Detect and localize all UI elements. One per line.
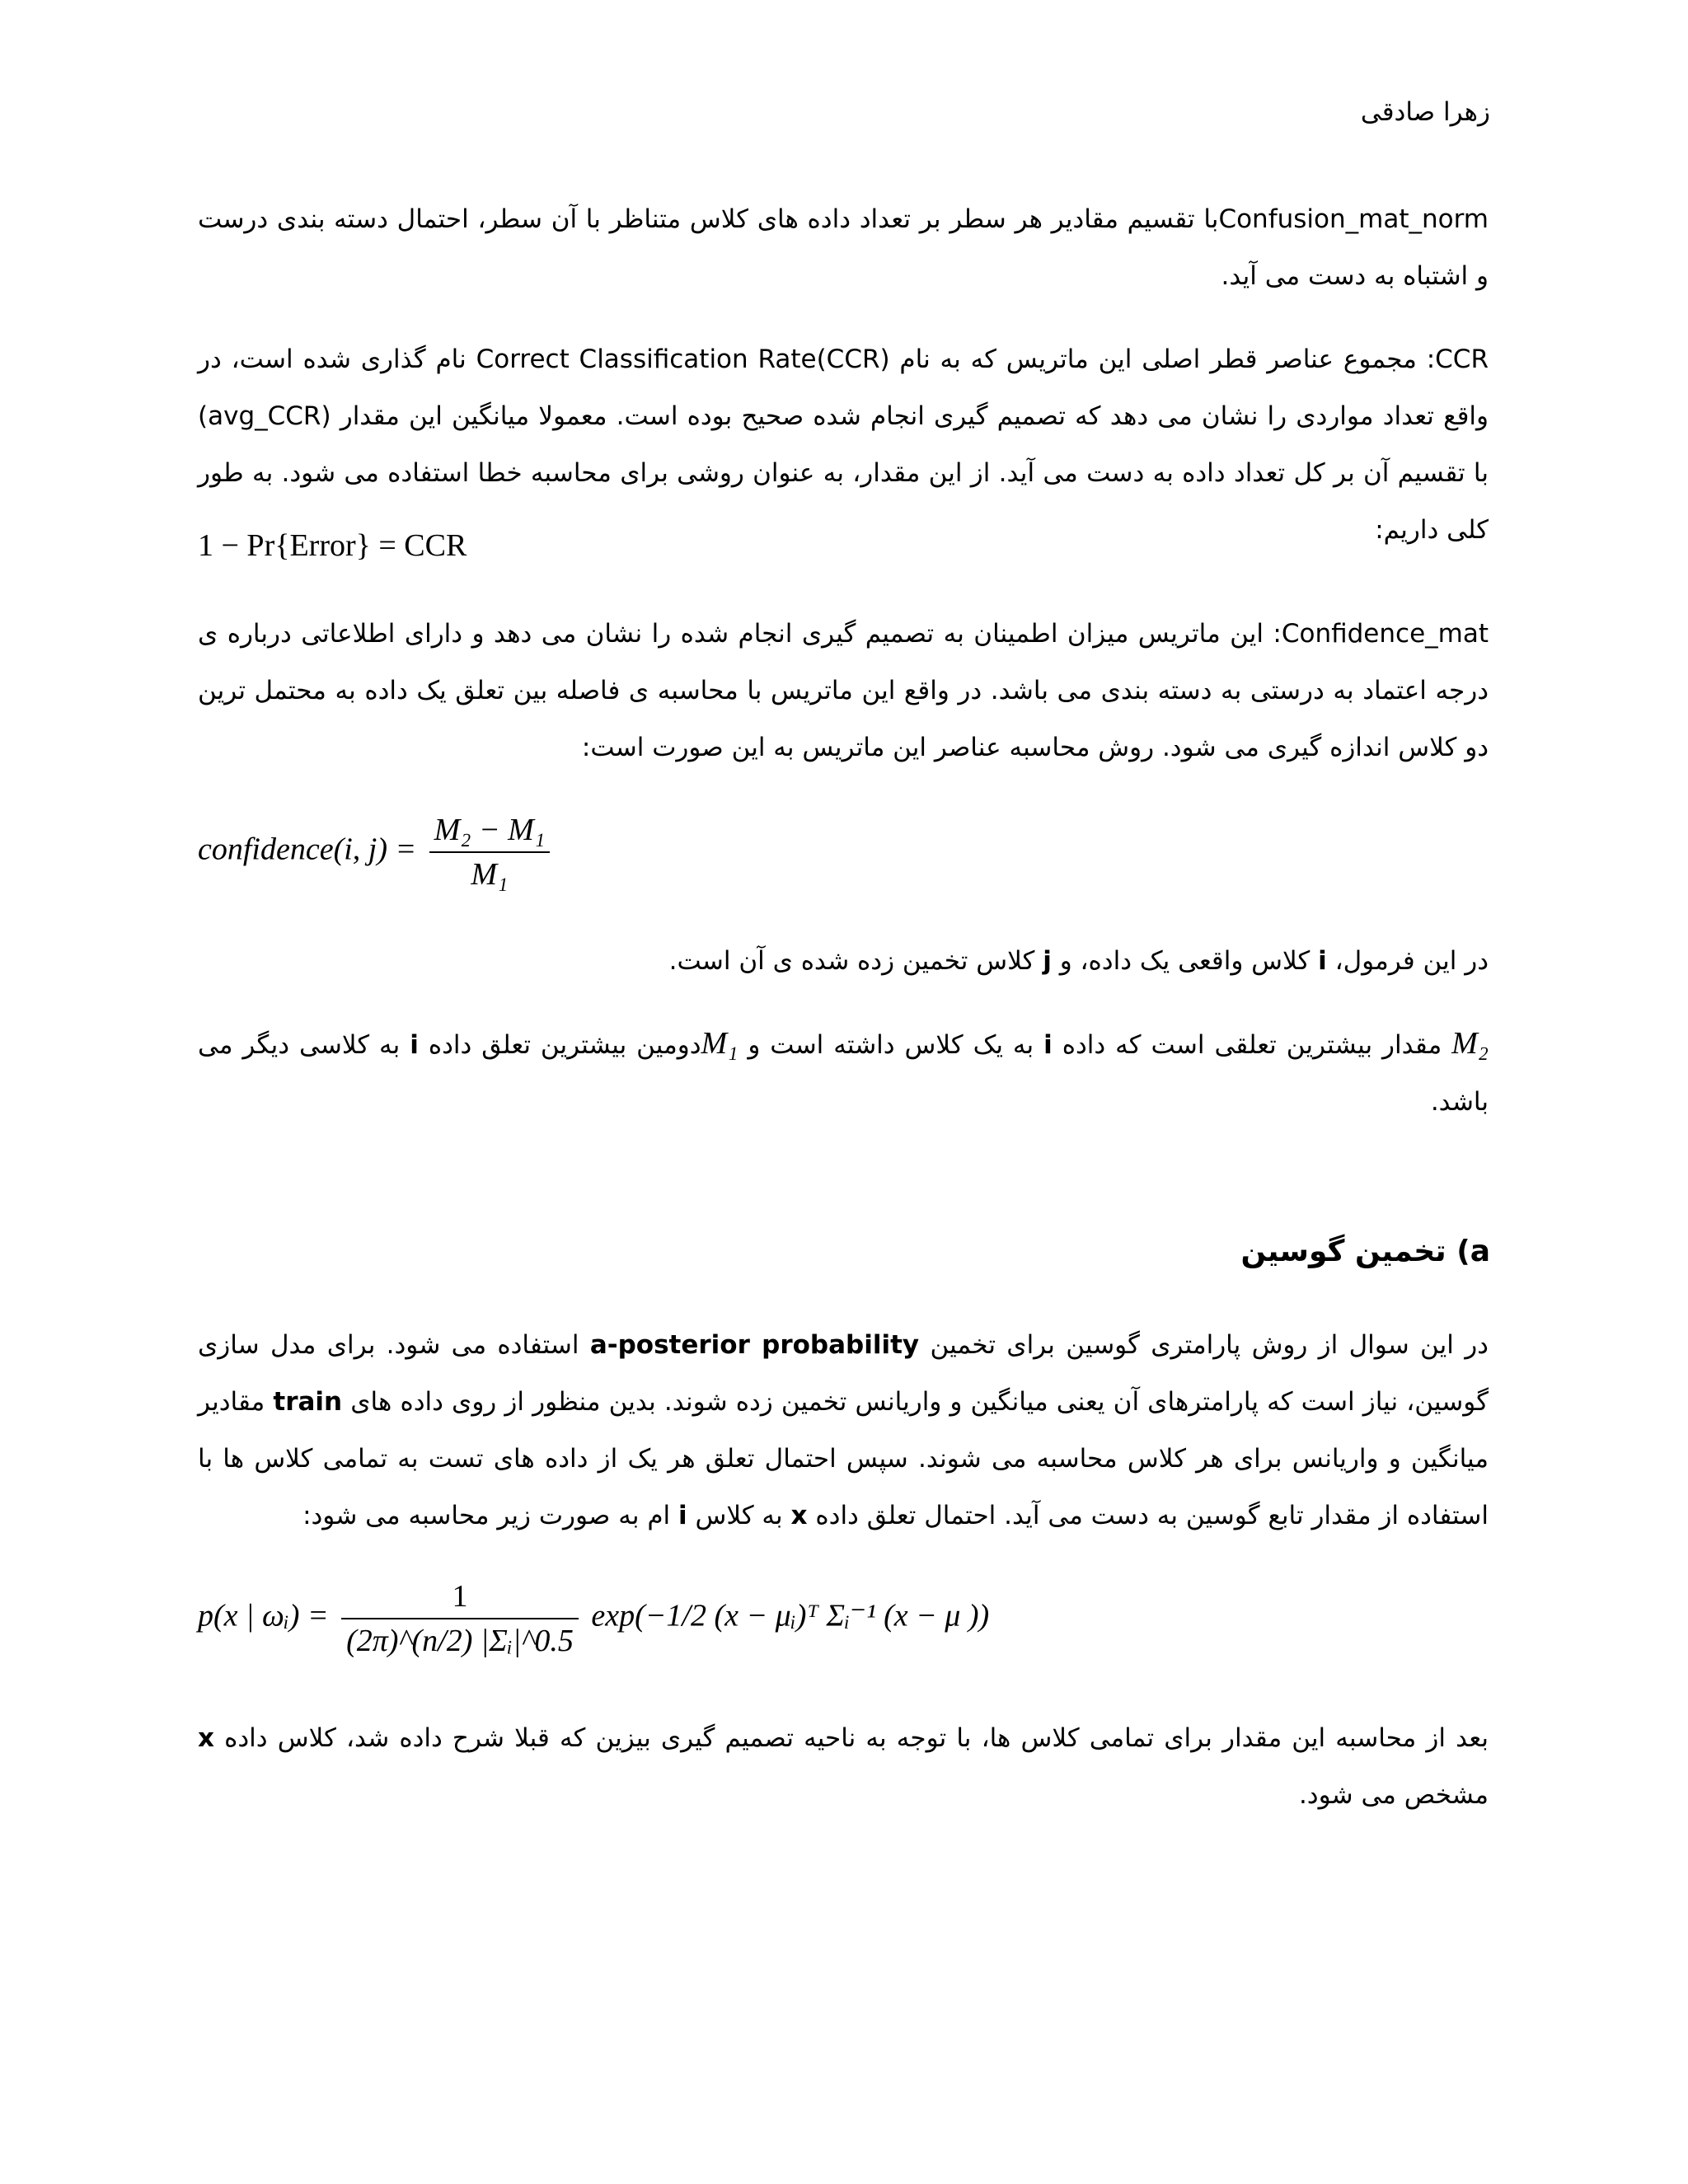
var-i: i xyxy=(1318,946,1327,976)
paragraph-text: استفاده می شود. برای مدل سازی گوسین، نیاز است که پارامترهای آن یعنی میانگین و واریانس تخمین زده شوند. بدین منظور از روی داده های xyxy=(198,1330,1489,1417)
var-x: x xyxy=(790,1501,808,1530)
heading-letter: a) xyxy=(1456,1235,1490,1268)
term-avg-ccr: (avg_CCR) xyxy=(198,401,331,431)
term-confidence-mat: Confidence_mat xyxy=(1281,619,1489,649)
paragraph-text: در این سوال از روش پارامتری گوسین برای تخمین xyxy=(919,1330,1489,1360)
paragraph-confidence-mat xyxy=(198,606,1489,776)
fraction-denominator: M₁ xyxy=(471,857,509,892)
paragraph-text: به یک کلاس داشته است و xyxy=(738,1030,1044,1060)
paragraph-text: مقدار بیشترین تعلقی است که داده xyxy=(1052,1030,1452,1060)
formula-gaussian-rhs: exp(−1/2 (x − μᵢ)ᵀ Σᵢ⁻¹ (x − μ )) xyxy=(591,1598,990,1633)
paragraph-text: به کلاس xyxy=(687,1501,791,1530)
paragraph-text: با تقسیم مقادیر هر سطر بر تعداد داده های کلاس متناظر با آن سطر، احتمال دسته بندی درست و اشتباه به دست می آید. xyxy=(198,204,1489,291)
paragraph-text: دومین بیشترین تعلق داده xyxy=(418,1030,701,1060)
paragraph-text: به کلاسی دیگر می باشد. xyxy=(198,1030,1489,1117)
fraction xyxy=(429,812,550,893)
formula-ccr-text: 1 − Pr{Error} = CCR xyxy=(198,528,467,563)
var-i: i xyxy=(678,1501,687,1530)
fraction-numerator: 1 xyxy=(341,1578,579,1619)
paragraph-text: در این فرمول، xyxy=(1326,946,1489,976)
paragraph-text: : این ماتریس میزان اطمینان به تصمیم گیری انجام شده را نشان می دهد و دارای اطلاعاتی درباره ی درجه اعتماد به درستی به دسته بندی می باشد. در واقع این ماتریس با محاسبه ی فاصله بین تعلق یک داده به محتمل ترین دو کلاس اندازه گیری می شود. روش محاسبه عناصر این ماتریس به این صورت است: xyxy=(198,619,1489,762)
var-i: i xyxy=(410,1030,419,1060)
term-correct-classification-rate: Correct Classification Rate(CCR) xyxy=(476,344,890,374)
formula-ccr xyxy=(198,527,467,564)
paragraph-confusion-norm xyxy=(198,191,1489,305)
var-j: j xyxy=(1043,946,1052,976)
term-a-posterior-probability: a-posterior probability xyxy=(589,1330,920,1360)
paragraph-text: : مجموع عناصر قطر اصلی این ماتریس که به نام xyxy=(889,344,1436,374)
paragraph-text: کلاس واقعی یک داده، و xyxy=(1051,946,1319,976)
heading-text: تخمین گوسین xyxy=(1240,1235,1447,1268)
paragraph-text: کلاس تخمین زده شده ی آن است. xyxy=(668,946,1043,976)
formula-gaussian-lhs: p(x | ωᵢ) = xyxy=(198,1598,329,1633)
paragraph-text: با تقسیم آن بر کل تعداد داده به دست می آید. از این مقدار، به عنوان روشی برای محاسبه خطا استفاده می شود. به طور کلی داریم: xyxy=(198,458,1489,545)
paragraph-text: بعد از محاسبه این مقدار برای تمامی کلاس ها، با توجه به ناحیه تصمیم گیری بیزین که قبلا شرح داده شد، کلاس داده xyxy=(214,1723,1489,1753)
fraction-denominator: (2π)^(n/2) |Σᵢ|^0.5 xyxy=(346,1624,574,1658)
formula-gaussian xyxy=(198,1578,989,1659)
section-heading-gaussian xyxy=(1240,1235,1490,1268)
fraction-numerator: M₂ − M₁ xyxy=(429,812,550,853)
paragraph-m1-m2 xyxy=(198,1015,1489,1131)
fraction xyxy=(341,1578,579,1659)
paragraph-text: مقادیر میانگین و واریانس برای هر کلاس محاسبه می شوند. سپس احتمال تعلق هر یک از داده های تست به تمامی کلاس ها با استفاده از مقدار تابع گوسین به دست می آید. احتمال تعلق داده xyxy=(198,1387,1489,1530)
paragraph-text: ام به صورت زیر محاسبه می شود: xyxy=(302,1501,678,1530)
paragraph-text: نام گذاری شده است، در واقع تعداد مواردی را نشان می دهد که تصمیم گیری انجام شده صحیح بوده است. معمولا میانگین این مقدار xyxy=(198,344,1489,431)
term-confusion-mat-norm: Confusion_mat_norm xyxy=(1218,204,1489,234)
var-x: x xyxy=(198,1723,214,1753)
var-m1: M₁ xyxy=(701,1026,738,1061)
paragraph-ccr xyxy=(198,331,1489,559)
paragraph-bayes-decision xyxy=(198,1710,1489,1824)
formula-confidence-lhs: confidence(i, j) = xyxy=(198,832,417,867)
paragraph-gaussian xyxy=(198,1317,1489,1544)
var-m2: M₂ xyxy=(1451,1026,1489,1061)
term-ccr: CCR xyxy=(1435,344,1489,374)
term-train: train xyxy=(273,1387,343,1417)
formula-confidence xyxy=(198,812,555,893)
author-name: زهرا صادقی xyxy=(1360,97,1490,127)
paragraph-text: مشخص می شود. xyxy=(1298,1780,1489,1810)
paragraph-formula-explanation xyxy=(198,933,1489,990)
var-i: i xyxy=(1043,1030,1053,1060)
